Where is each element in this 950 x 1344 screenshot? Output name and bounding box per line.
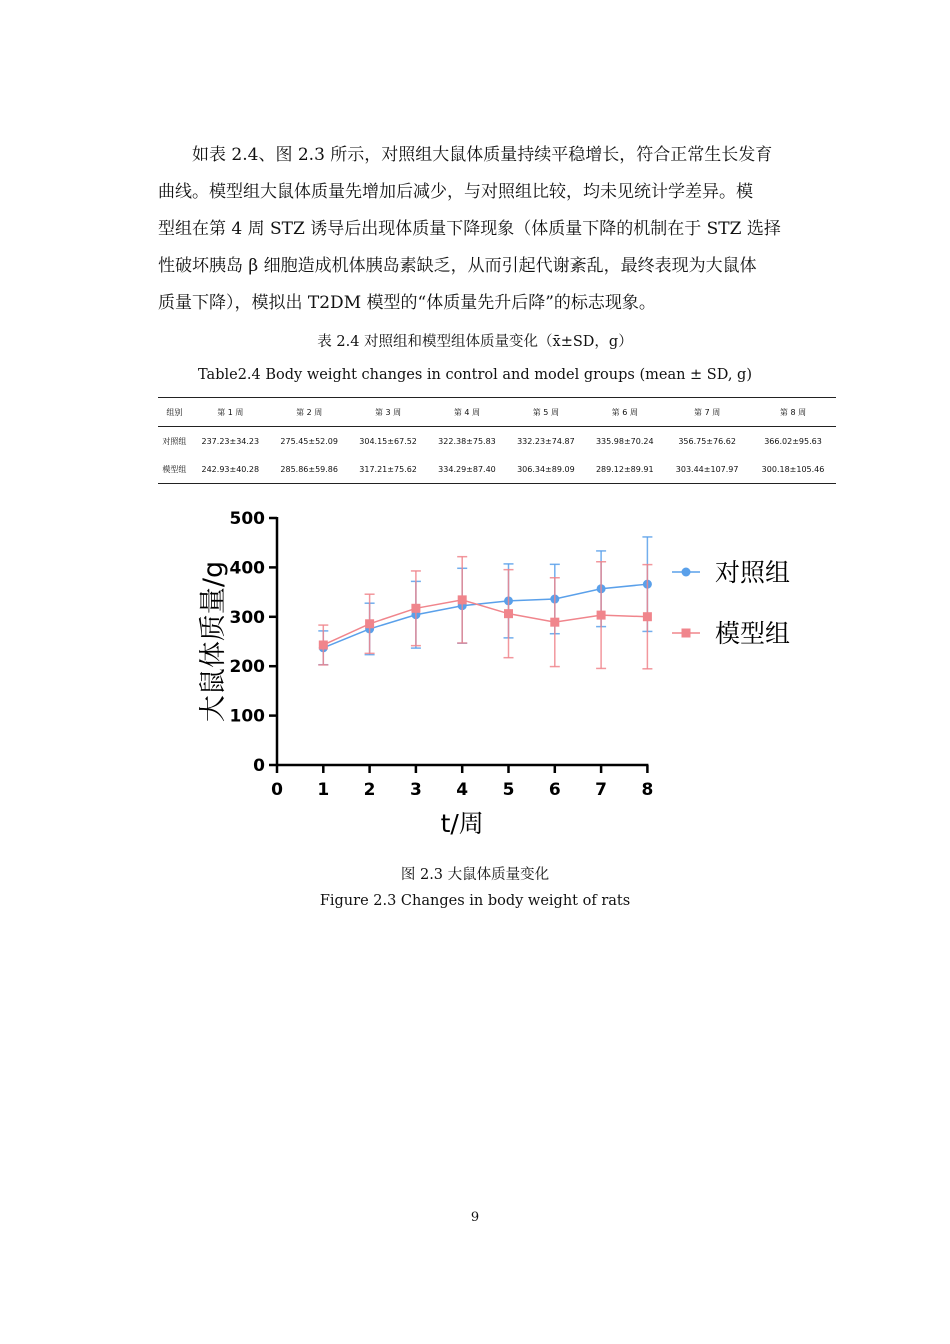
legend-label: 模型组 [715, 619, 791, 648]
table-caption-en: Table2.4 Body weight changes in control and model groups (mean ± SD, g) [198, 367, 752, 383]
x-tick-label: 4 [456, 780, 469, 800]
y-axis-title: 大鼠体质量/g [198, 560, 229, 723]
body-line: 如表 2.4、图 2.3 所示，对照组大鼠体质量持续平稳增长，符合正常生长发育 [192, 145, 773, 165]
y-tick-label: 100 [229, 706, 265, 727]
table-cell: 332.23±74.87 [517, 436, 575, 446]
x-tick-label: 5 [502, 780, 515, 800]
x-axis-title: t/周 [440, 809, 484, 838]
x-tick-label: 6 [548, 780, 561, 800]
table-cell: 335.98±70.24 [595, 436, 654, 446]
table-header-cell: 第 2 周 [296, 407, 323, 417]
body-line: 质量下降），模拟出 T2DM 模型的“体质量先升后降”的标志现象。 [158, 293, 656, 313]
table-row [158, 427, 836, 456]
table-cell: 304.15±67.52 [359, 436, 417, 446]
body-line: 型组在第 4 周 STZ 诱导后出现体质量下降现象（体质量下降的机制在于 STZ 选择 [158, 219, 781, 239]
body-line: 曲线。模型组大鼠体质量先增加后减少，与对照组比较，均未见统计学差异。模 [158, 182, 753, 202]
table-cell: 366.02±95.63 [764, 436, 822, 446]
table-header-cell: 第 6 周 [611, 407, 638, 417]
x-tick-label: 3 [409, 780, 422, 800]
table-cell: 317.21±75.62 [359, 464, 417, 474]
table-row [158, 455, 836, 484]
data-point [550, 618, 559, 627]
table-cell: 306.34±89.09 [517, 464, 575, 474]
body-weight-table [158, 397, 836, 484]
y-tick-label: 400 [229, 558, 265, 579]
table-cell: 300.18±105.46 [761, 464, 825, 474]
body-paragraph [158, 137, 834, 322]
table-cell: 289.12±89.91 [595, 464, 654, 474]
table-cell: 对照组 [162, 436, 187, 446]
table-cell: 275.45±52.09 [280, 436, 338, 446]
table-header-cell: 第 3 周 [374, 407, 402, 417]
table-header-cell: 第 5 周 [532, 407, 559, 417]
table-cell: 356.75±76.62 [678, 436, 736, 446]
table-cell: 242.93±40.28 [201, 464, 260, 474]
table-header-cell: 组别 [166, 407, 183, 417]
legend-swatch-marker [682, 568, 691, 577]
x-tick-label: 8 [641, 780, 654, 800]
figure-caption-en: Figure 2.3 Changes in body weight of rats [319, 893, 631, 909]
table-cell: 模型组 [162, 464, 187, 474]
table-cell: 237.23±34.23 [201, 436, 260, 446]
data-point [458, 595, 467, 604]
table-cell: 303.44±107.97 [675, 464, 739, 474]
x-tick-label: 7 [595, 780, 608, 800]
y-tick-label: 200 [229, 657, 265, 678]
data-point [597, 611, 606, 620]
y-tick-label: 500 [229, 509, 265, 529]
x-tick-label: 2 [363, 780, 376, 800]
table-header-cell: 第 7 周 [694, 407, 721, 417]
table-cell: 322.38±75.83 [438, 436, 496, 446]
data-point [319, 640, 328, 649]
table-cell: 334.29±87.40 [438, 464, 496, 474]
data-point [411, 604, 420, 613]
body-weight-chart [180, 500, 820, 845]
data-point [504, 609, 513, 618]
page-number: 9 [470, 1210, 480, 1225]
x-tick-label: 0 [271, 780, 283, 800]
x-tick-label: 1 [317, 780, 330, 800]
table-header-cell: 第 1 周 [217, 407, 244, 417]
legend-swatch-marker [682, 629, 691, 638]
figure-caption-cn: 图 2.3 大鼠体质量变化 [400, 867, 550, 883]
data-point [643, 612, 652, 621]
body-line: 性破坏胰岛 β 细胞造成机体胰岛素缺乏，从而引起代谢紊乱，最终表现为大鼠体 [158, 256, 757, 276]
table-header-row [158, 398, 836, 427]
table-cell: 285.86±59.86 [280, 464, 338, 474]
data-point [365, 619, 374, 628]
table-header-cell: 第 4 周 [453, 407, 481, 417]
table-header-cell: 第 8 周 [779, 407, 807, 417]
y-tick-label: 0 [253, 756, 265, 776]
legend-label: 对照组 [715, 558, 791, 587]
table-caption-cn: 表 2.4 对照组和模型组体质量变化（x̄±SD，g） [317, 334, 633, 350]
y-tick-label: 300 [229, 607, 265, 628]
